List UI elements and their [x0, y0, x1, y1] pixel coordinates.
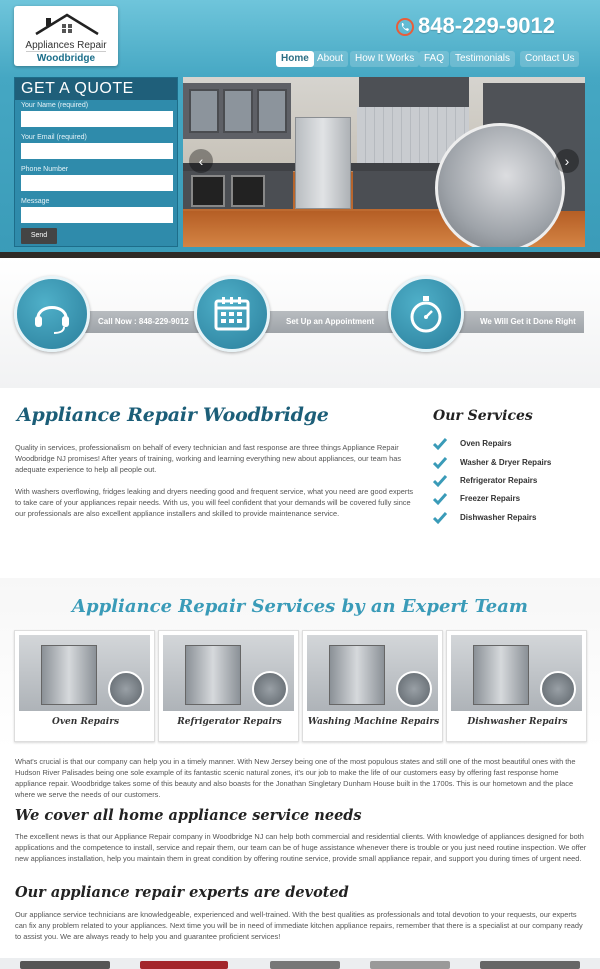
about-paragraph-1: Quality in services, professionalism on behalf of every technician and fast response are three things Appliance Repair Woodbridge NJ promises! After years of training, working and learning everything new about appliances, our team has adequate experience to help all people out. [15, 443, 402, 474]
message-input[interactable] [21, 207, 173, 223]
footer-brand-strip [0, 958, 600, 969]
nav-faq[interactable]: FAQ [419, 51, 449, 67]
washing-machine-image [307, 635, 438, 711]
services-title: Our Services [433, 408, 533, 424]
email-input[interactable] [21, 143, 173, 159]
oven-image [19, 635, 150, 711]
body-paragraph-1: What's crucial is that our company can help you in a timely manner. With New Jersey being one of the most populous states and still one of the most beautiful ones with the Hudson River Palisades being one sole example of its fantastic scenic natural zones, it's our job to make the life of our customers easy by offering fast response home appliance repair. Woodbridge takes some of this beauty and also boasts for the Jonathan Singletary Dunham House built in the 1700s. This is our hometown and the place where we serve the needs of our customers. [15, 757, 576, 799]
hero-glass-cabinet [223, 89, 253, 133]
how-it-works-steps [0, 258, 600, 388]
refrigerator-image [163, 635, 294, 711]
service-label: Oven Repairs [460, 439, 512, 448]
email-label: Your Email (required) [21, 134, 87, 141]
service-card-dishwasher[interactable] [446, 630, 587, 742]
check-icon [433, 437, 447, 451]
expert-services-section [0, 578, 600, 750]
nav-contact-us[interactable]: Contact Us [520, 51, 579, 67]
service-card-oven[interactable] [14, 630, 155, 742]
devoted-experts-heading: Our appliance repair experts are devoted [15, 884, 349, 901]
hero-technician-inset [435, 123, 565, 247]
about-section [0, 388, 600, 578]
service-card-washing-machine[interactable] [302, 630, 443, 742]
nav-testimonials[interactable]: Testimonials [450, 51, 515, 67]
brand-logo [20, 961, 110, 969]
step-2-bubble [194, 276, 270, 352]
calendar-icon [210, 292, 254, 336]
site-header [0, 0, 600, 260]
service-card-refrigerator[interactable] [158, 630, 299, 742]
check-icon [433, 456, 447, 470]
hero-glass-cabinet [189, 89, 219, 133]
dishwasher-image [451, 635, 582, 711]
phone-number: 848-229-9012 [418, 13, 556, 38]
phone-label: Phone Number [21, 166, 69, 173]
cover-needs-heading: We cover all home appliance service needs [15, 807, 362, 824]
site-logo[interactable] [14, 6, 118, 66]
card-caption: Oven Repairs [51, 717, 120, 727]
step-1-bubble [14, 276, 90, 352]
stopwatch-icon [404, 292, 448, 336]
logo-line-1: Appliances Repair [25, 40, 107, 51]
message-label: Message [21, 198, 50, 205]
nav-how-it-works[interactable]: How It Works [350, 51, 419, 67]
headset-icon [30, 292, 74, 336]
logo-line-2: Woodbridge [36, 53, 96, 64]
brand-logo [480, 961, 580, 969]
phone-input[interactable] [21, 175, 173, 191]
step-bar [248, 311, 398, 333]
step-3-label: We Will Get it Done Right [480, 317, 576, 326]
body-paragraph-3: Our appliance service technicians are knowledgeable, experienced and well-trained. With the best qualities as professionals and total devotion to your requests, our experts can fix any problem related to your appliances. Next time you will be in need of immediate kitchen appliance repairs, remember that there is a specialist at our company ready to assist you. We are always ready to help you and guarantee proficient services! [15, 910, 583, 941]
hero-hood [359, 77, 469, 107]
phone-icon [396, 18, 414, 36]
service-label: Refrigerator Repairs [460, 476, 538, 485]
card-caption: Refrigerator Repairs [177, 717, 282, 727]
expert-title: Appliance Repair Services by an Expert Team [72, 596, 528, 617]
hero-wine-fridge [191, 175, 225, 207]
card-caption: Washing Machine Repairs [307, 717, 440, 727]
step-3-bubble [388, 276, 464, 352]
step-2-label: Set Up an Appointment [286, 317, 375, 326]
nav-about[interactable]: About [312, 51, 348, 67]
check-icon [433, 511, 447, 525]
body-paragraph-2: The excellent news is that our Appliance Repair company in Woodbridge NJ can help both commercial and residential clients. With knowledge of appliances designed for both applications and the competence to install, service and repair them, our team can be of huge assistance whenever there is trouble or you just need routine inspection. We offer new appliances installation, help you maintain them in great condition by offering routine service, provide small appliance repair, and support you during times of urgent need. [15, 832, 587, 863]
brand-logo [140, 961, 228, 969]
check-icon [433, 474, 447, 488]
name-label: Your Name (required) [21, 102, 89, 109]
about-paragraph-2: With washers overflowing, fridges leaking and dryers needing good and frequent service, what you need are good experts to take care of your appliances repair needs. With us, you will feel confident that your demands will be covered fully since our professionals are also excellent appliance installers and skilled to provide maintenance service. [15, 487, 414, 518]
hero-fridge [295, 117, 351, 209]
hero-wine-fridge [231, 175, 265, 207]
quote-title: GET A QUOTE [15, 78, 177, 100]
slider-prev-icon[interactable]: ‹ [189, 149, 213, 173]
about-title: Appliance Repair Woodbridge [17, 404, 329, 426]
card-caption: Dishwasher Repairs [467, 717, 568, 727]
check-icon [433, 492, 447, 506]
name-input[interactable] [21, 111, 173, 127]
house-icon [32, 12, 102, 38]
nav-home[interactable]: Home [276, 51, 314, 67]
quote-form [14, 77, 178, 247]
service-label: Washer & Dryer Repairs [460, 458, 552, 467]
hero-slider [183, 77, 585, 247]
service-label: Freezer Repairs [460, 494, 521, 503]
service-label: Dishwasher Repairs [460, 513, 537, 522]
slider-next-icon[interactable]: › [555, 149, 579, 173]
send-button[interactable]: Send [21, 228, 57, 244]
logo-divider [26, 51, 106, 52]
brand-logo [370, 961, 450, 969]
brand-logo [270, 961, 340, 969]
step-1-label: Call Now : 848-229-9012 [98, 317, 189, 326]
hero-glass-cabinet [257, 89, 287, 133]
